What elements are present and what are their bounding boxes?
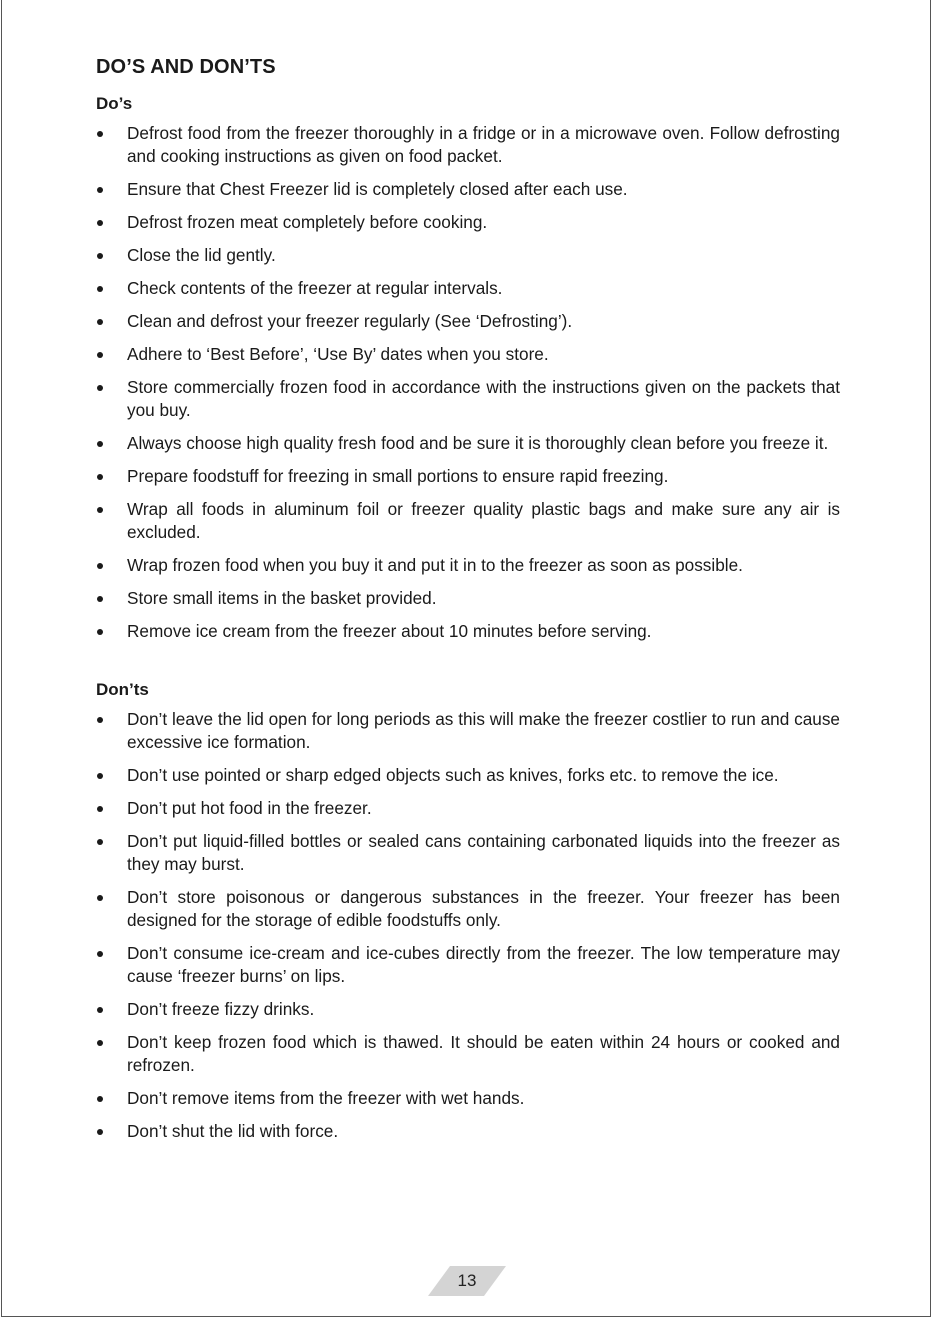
document-body <box>96 56 840 1153</box>
dos-item: Wrap all foods in aluminum foil or freezer quality plastic bags and make sure any air is excluded. <box>96 498 840 544</box>
dos-item: Adhere to ‘Best Before’, ‘Use By’ dates when you store. <box>96 343 840 366</box>
dos-item: Remove ice cream from the freezer about 10 minutes before serving. <box>96 620 840 643</box>
donts-item: Don’t put liquid-filled bottles or sealed cans containing carbonated liquids into the freezer as they may burst. <box>96 830 840 876</box>
donts-item: Don’t remove items from the freezer with wet hands. <box>96 1087 840 1110</box>
page-number: 13 <box>457 1271 477 1290</box>
donts-item: Don’t shut the lid with force. <box>96 1120 840 1143</box>
donts-item: Don’t leave the lid open for long periods as this will make the freezer costlier to run and cause excessive ice formation. <box>96 708 840 754</box>
donts-item: Don’t use pointed or sharp edged objects such as knives, forks etc. to remove the ice. <box>96 764 840 787</box>
page-number-tab <box>428 1266 506 1296</box>
dos-item: Wrap frozen food when you buy it and put it in to the freezer as soon as possible. <box>96 554 840 577</box>
dos-item: Defrost frozen meat completely before cooking. <box>96 211 840 234</box>
dos-item: Defrost food from the freezer thoroughly in a fridge or in a microwave oven. Follow defrosting and cooking instructions as given on food packet. <box>96 122 840 168</box>
dos-heading: Do’s <box>96 94 133 113</box>
donts-item: Don’t keep frozen food which is thawed. It should be eaten within 24 hours or cooked and refrozen. <box>96 1031 840 1077</box>
dos-list <box>96 122 840 643</box>
dos-item: Check contents of the freezer at regular intervals. <box>96 277 840 300</box>
donts-heading: Don’ts <box>96 680 149 699</box>
donts-item: Don’t put hot food in the freezer. <box>96 797 840 820</box>
dos-item: Always choose high quality fresh food and be sure it is thoroughly clean before you freeze it. <box>96 432 840 455</box>
donts-list <box>96 708 840 1143</box>
donts-item: Don’t consume ice-cream and ice-cubes directly from the freezer. The low temperature may cause ‘freezer burns’ on lips. <box>96 942 840 988</box>
dos-item: Store commercially frozen food in accordance with the instructions given on the packets that you buy. <box>96 376 840 422</box>
dos-item: Close the lid gently. <box>96 244 840 267</box>
dos-item: Prepare foodstuff for freezing in small portions to ensure rapid freezing. <box>96 465 840 488</box>
page-title: DO’S AND DON’TS <box>96 56 276 78</box>
donts-item: Don’t store poisonous or dangerous substances in the freezer. Your freezer has been designed for the storage of edible foodstuffs only. <box>96 886 840 932</box>
dos-item: Store small items in the basket provided. <box>96 587 840 610</box>
dos-item: Clean and defrost your freezer regularly (See ‘Defrosting’). <box>96 310 840 333</box>
donts-item: Don’t freeze fizzy drinks. <box>96 998 840 1021</box>
dos-item: Ensure that Chest Freezer lid is completely closed after each use. <box>96 178 840 201</box>
